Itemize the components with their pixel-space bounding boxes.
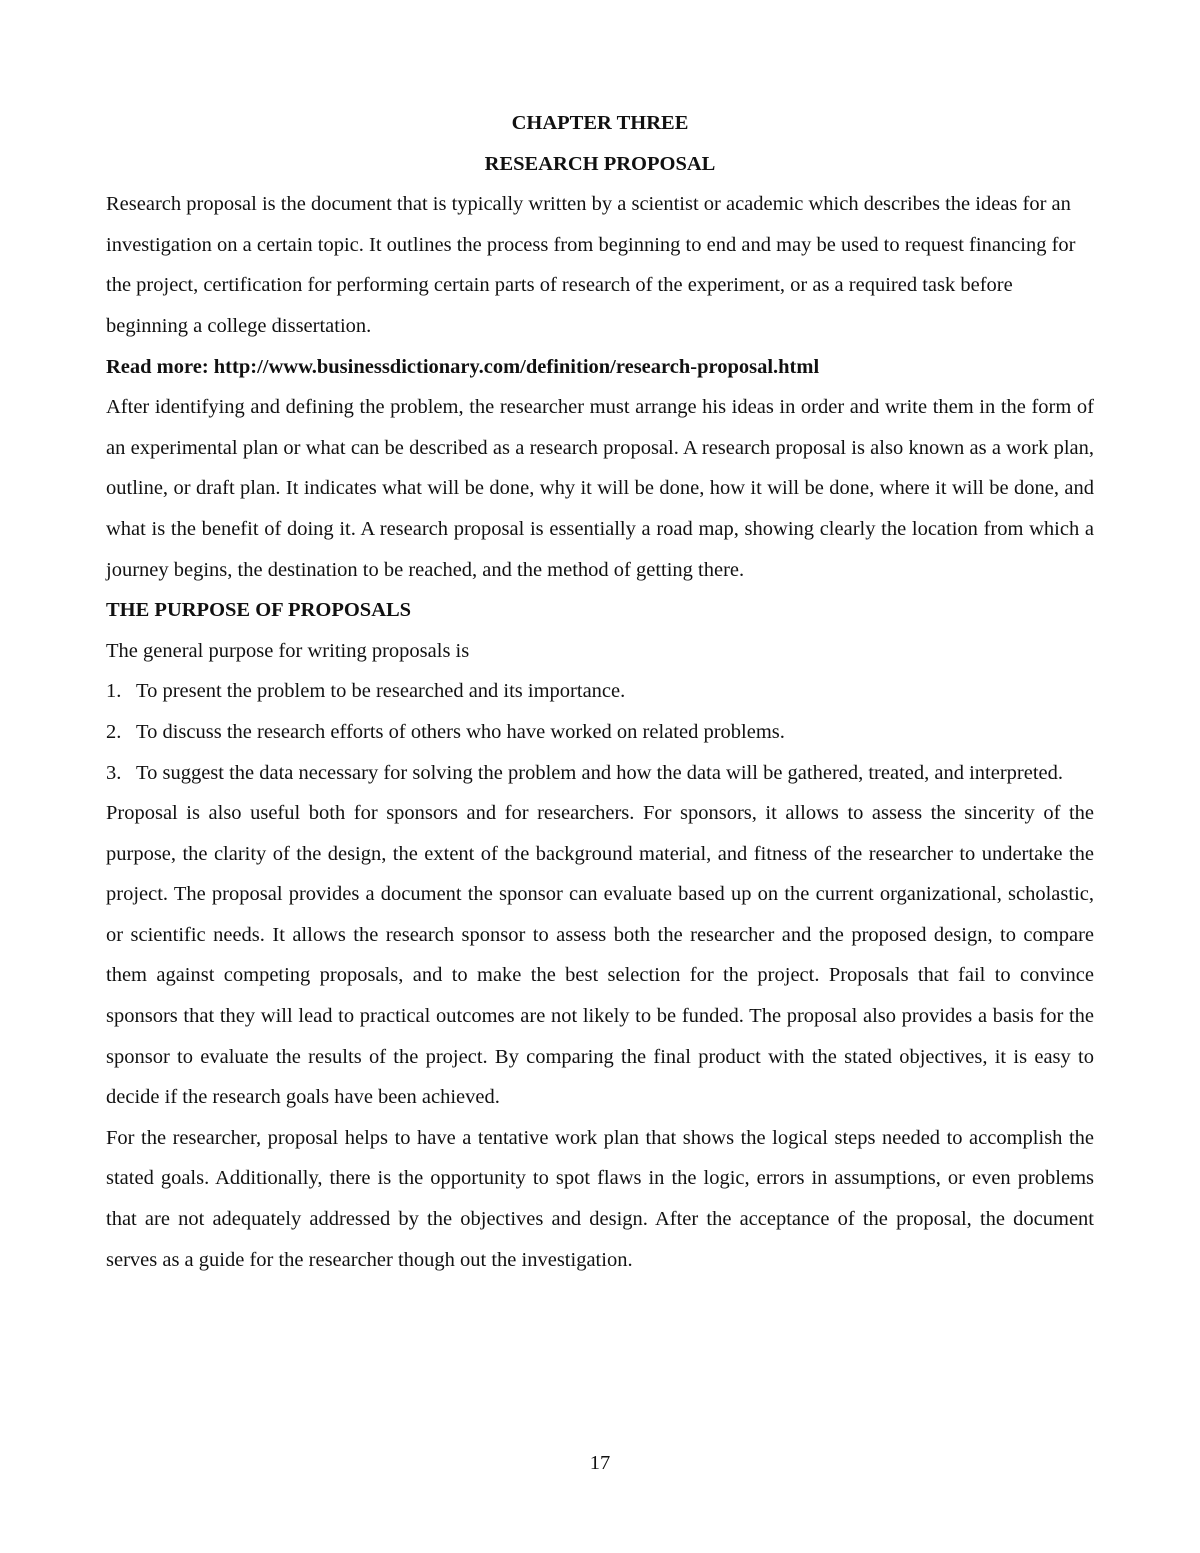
intro-paragraph: Research proposal is the document that is typically written by a scientist or academic which describes the ideas for an investigation on a certain topic. It outlines the process from beginning to end and may be used to request financing for the project, certification for performing certain parts of research of the experiment, or as a required task before beginning a college dissertation. (106, 193, 1076, 337)
list-item-text: To present the problem to be researched and its importance. (136, 680, 626, 703)
section-title: RESEARCH PROPOSAL (484, 152, 716, 175)
list-item (106, 753, 1094, 794)
list-item-number: 3. (106, 761, 122, 784)
chapter-title: CHAPTER THREE (511, 112, 689, 134)
researcher-paragraph: For the researcher, proposal helps to have a tentative work plan that shows the logical steps needed to accomplish the stated goals. Additionally, there is the opportunity to spot flaws in the logic, errors in assumptions, or even problems that are not adequately addressed by the objectives and design. After the acceptance of the proposal, the document serves as a guide for the researcher though out the investigation. (106, 1126, 1094, 1271)
purpose-intro: The general purpose for writing proposals is (106, 639, 470, 662)
page-number: 17 (589, 1452, 611, 1474)
read-more-link[interactable]: Read more: http://www.businessdictionary.com/definition/research-proposal.html (106, 355, 820, 378)
purpose-heading: THE PURPOSE OF PROPOSALS (106, 599, 412, 622)
page-content (106, 103, 1094, 1280)
list-item-text: To discuss the research efforts of others who have worked on related problems. (136, 720, 785, 743)
sponsors-paragraph: Proposal is also useful both for sponsors and for researchers. For sponsors, it allows to assess the sincerity of the purpose, the clarity of the design, the extent of the background material, and fitness of the researcher to undertake the project. The proposal provides a document the sponsor can evaluate based up on the current organizational, scholastic, or scientific needs. It allows the research sponsor to assess both the researcher and the proposed design, to compare them against competing proposals, and to make the best selection for the project. Proposals that fail to convince sponsors that they will lead to practical outcomes are not likely to be funded. The proposal also provides a basis for the sponsor to evaluate the results of the project. By comparing the final product with the stated objectives, it is easy to decide if the research goals have been achieved. (106, 802, 1094, 1109)
list-item-number: 2. (106, 720, 122, 743)
list-item (106, 712, 1094, 753)
paragraph-two: After identifying and defining the problem, the researcher must arrange his ideas in order and write them in the form of an experimental plan or what can be described as a research proposal. A research proposal is also known as a work plan, outline, or draft plan. It indicates what will be done, why it will be done, how it will be done, where it will be done, and what is the benefit of doing it. A research proposal is essentially a road map, showing clearly the location from which a journey begins, the destination to be reached, and the method of getting there. (106, 396, 1094, 581)
list-item-number: 1. (106, 680, 122, 703)
list-item-text: To suggest the data necessary for solving the problem and how the data will be gathered, treated, and interpreted. (136, 761, 1064, 784)
list-item (106, 671, 1094, 712)
